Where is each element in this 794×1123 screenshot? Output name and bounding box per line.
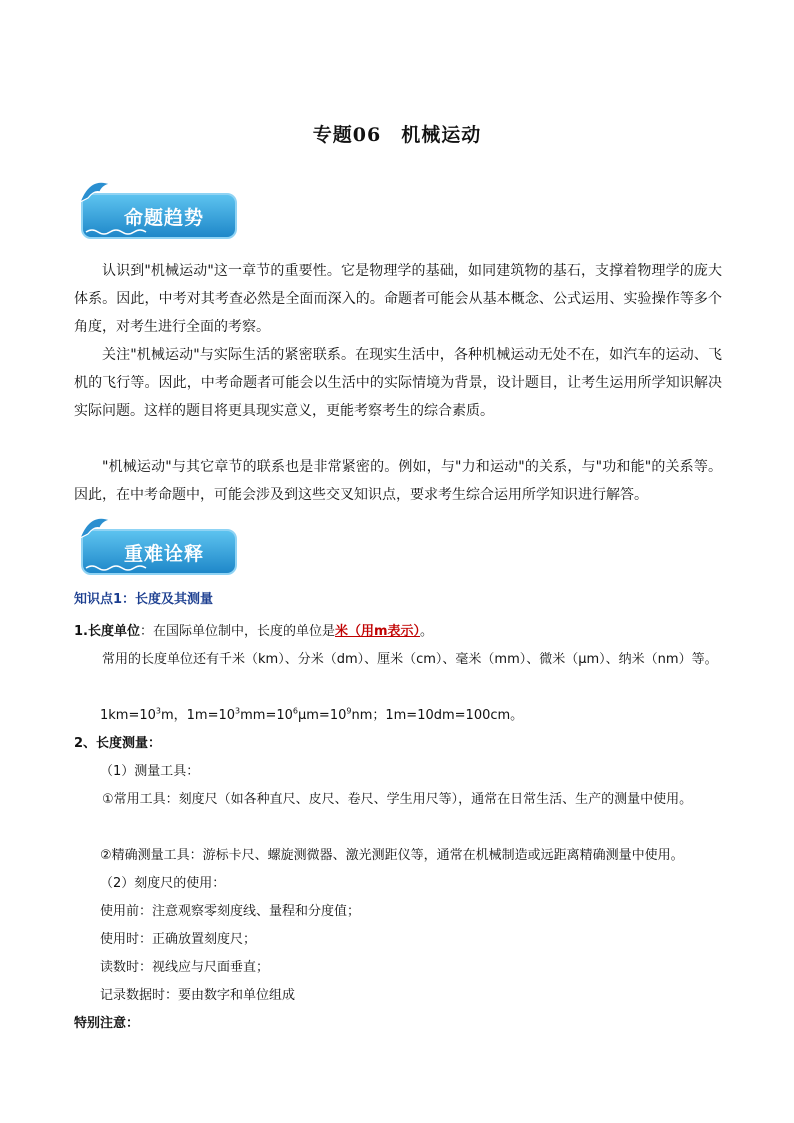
page-title: 专题06 机械运动 bbox=[312, 124, 482, 146]
ruler-recording-line: 记录数据时：要由数字和单位组成 bbox=[100, 988, 296, 1003]
conv-part: mm=10 bbox=[240, 708, 293, 723]
conv-part: nm；1m=10dm=100cm。 bbox=[351, 708, 524, 723]
common-units-paragraph: 常用的长度单位还有千米（km）、分米（dm）、厘米（cm）、毫米（mm）、微米（μm）、纳米（nm）等。 bbox=[102, 652, 718, 667]
ruler-reading-line: 读数时：视线应与尺面垂直； bbox=[100, 960, 270, 975]
length-measure-heading: 2、长度测量： bbox=[74, 736, 162, 751]
special-note-heading: 特别注意： bbox=[74, 1016, 140, 1031]
length-unit-highlight: 米（用m表示） bbox=[335, 624, 421, 639]
banner-label-explain: 重难诠释 bbox=[123, 542, 204, 565]
length-unit-text: ：在国际单位制中，长度的单位是 bbox=[139, 624, 335, 639]
conv-exp: 6 bbox=[292, 706, 298, 716]
tools-precise-line: ②精确测量工具：游标卡尺、螺旋测微器、激光测距仪等，通常在机械制造或远距离精确测量中使用。 bbox=[100, 848, 684, 863]
intro-paragraph-2: 关注"机械运动"与实际生活的紧密联系。在现实生活中，各种机械运动无处不在，如汽车的运动、飞机的飞行等。因此，中考命题者可能会以生活中的实际情境为背景，设计题目，让考生运用所学知识解决实际问题。这样的题目将更具现实意义，更能考察考生的综合素质。 bbox=[74, 347, 722, 419]
section-banner-trend bbox=[76, 180, 238, 248]
intro-paragraph-3: "机械运动"与其它章节的联系也是非常紧密的。例如，与"力和运动"的关系，与"功和能"的关系等。因此，在中考命题中，可能会涉及到这些交叉知识点，要求考生综合运用所学知识进行解答。 bbox=[74, 459, 722, 503]
knowledge-point-heading: 知识点1：长度及其测量 bbox=[74, 592, 214, 607]
ruler-before-line: 使用前：注意观察零刻度线、量程和分度值； bbox=[100, 904, 361, 919]
length-unit-label: 1.长度单位 bbox=[74, 624, 140, 639]
ruler-usage-heading: （2）刻度尺的使用： bbox=[100, 876, 226, 891]
conv-exp: 3 bbox=[235, 706, 241, 716]
unit-conversion-line bbox=[100, 702, 724, 730]
conv-part: μm=10 bbox=[298, 708, 347, 723]
length-unit-end: 。 bbox=[420, 624, 434, 639]
tools-heading: （1）测量工具： bbox=[100, 764, 200, 779]
banner-label-trend: 命题趋势 bbox=[123, 206, 204, 229]
ruler-during-line: 使用时：正确放置刻度尺； bbox=[100, 932, 257, 947]
conv-exp: 3 bbox=[155, 706, 161, 716]
conv-exp: 9 bbox=[346, 706, 352, 716]
section-banner-explain bbox=[76, 516, 238, 584]
conv-part: m，1m=10 bbox=[161, 708, 236, 723]
tools-common-paragraph: ①常用工具：刻度尺（如各种直尺、皮尺、卷尺、学生用尺等），通常在日常生活、生产的测量中使用。 bbox=[102, 792, 693, 807]
conv-part: 1km=10 bbox=[100, 708, 156, 723]
intro-paragraph-1: 认识到"机械运动"这一章节的重要性。它是物理学的基础，如同建筑物的基石，支撑着物理学的庞大体系。因此，中考对其考查必然是全面而深入的。命题者可能会从基本概念、公式运用、实验操作等多个角度，对考生进行全面的考察。 bbox=[74, 263, 722, 335]
length-unit-line bbox=[74, 618, 724, 646]
